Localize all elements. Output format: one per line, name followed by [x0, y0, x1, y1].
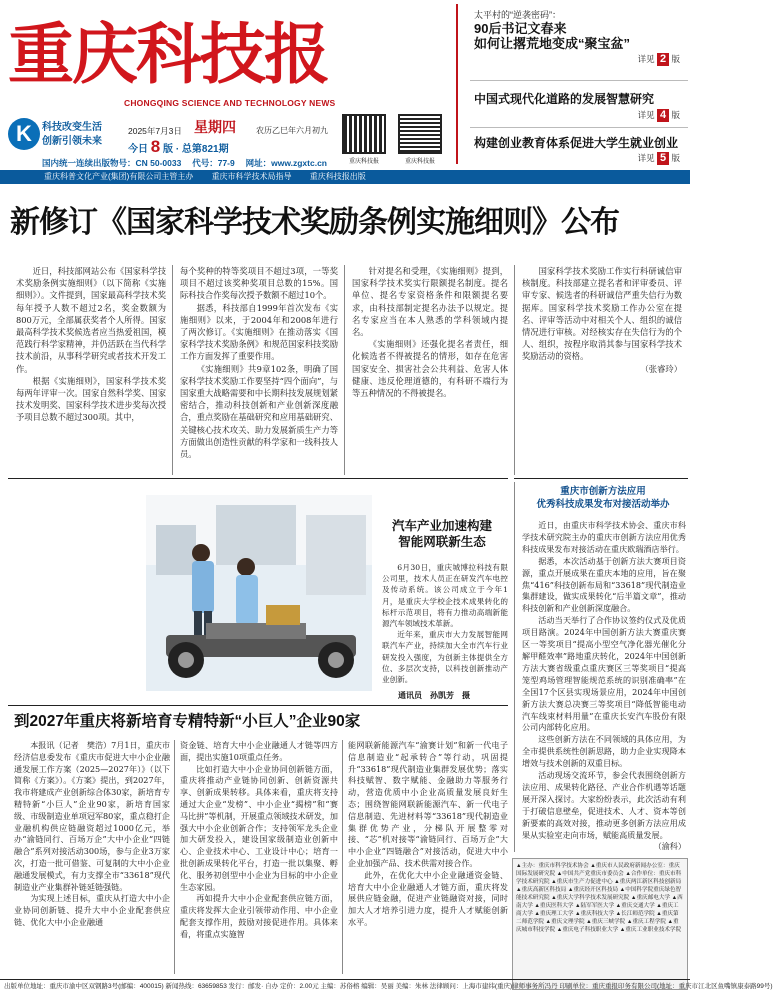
qr-code-icon: [398, 114, 442, 154]
side-author: （渝科）: [653, 841, 686, 852]
side-p4: 这些创新方法在不同领域的具体应用，为全市提供系统性创新思路，助力企业实现降本增效与技术创新的双重目标。: [522, 734, 686, 769]
second-column-2: [180, 740, 338, 976]
photo-credit: 通讯员 孙凯芳 摄: [398, 691, 470, 700]
column-rule: [342, 740, 343, 974]
second-c2-p2: 比如打造大中小企业协同创新链方面，重庆将推动产业链协同创新、创新资源共享、创新成果转移。具体来看，重庆将支持通过大企业“发榜”、中小企业“揭榜”和“赛马比拼”等机制，开展重点领域技术研发，加强大中小企业创新合作；支持领军龙头企业加大研发投入，建设国家级制造业创新中心、企业技术中心、工业设计中心；培育一批创新成果转化平台，打造一批以集聚、孵化、服务初创型中小企业为目标的中小企业生态家园。: [180, 763, 338, 892]
second-column-3: [348, 740, 508, 976]
website-link[interactable]: 网址：www.zgxtc.cn: [245, 158, 327, 168]
lead-col1-p1: 近日，科技部网站公布《国家科学技术奖励条例实施细则》（以下简称《实施细则》）。文件提到，国家最高科学技术奖每年授予人数不超过2名，奖金数额为800万元，全部属获奖者个人所得。国家最高科学技术奖候选者应当热爱祖国，模范践行科学家精神，并仍活跃在当代科学技术前沿，从事科学研究或者技术开发工作。: [16, 266, 166, 374]
teaser-2-page: 4: [657, 109, 669, 122]
teaser-2[interactable]: [474, 92, 688, 122]
qr2-label: 重庆科技报: [404, 159, 435, 165]
divider: [470, 127, 688, 128]
side-p1: 近日，由重庆市科学技术协会、重庆市科学技术研究院主办的重庆市创新方法应用优秀科技成果发布对接活动在重庆欧瑞酒店举行。: [522, 520, 686, 554]
photo-title-line2: 智能网联新生态: [398, 535, 486, 549]
slogan-line2: 创新引领未来: [42, 136, 102, 147]
lead-col2-p2: 据悉，科技部自1999年首次发布《实施细则》以来，于2004年和2008年进行了两次修订。《实施细则》在推动落实《国家科学技术奖励条例》和规范国家科技奖励工作方面发挥了重要作用。: [180, 302, 338, 362]
teaser-1-unit: 版: [671, 54, 680, 64]
column-rule: [174, 740, 175, 974]
section-rule: [514, 478, 688, 479]
second-headline[interactable]: 到2027年重庆将新培育专精特新“小巨人”企业90家: [14, 713, 361, 730]
photo-story-title[interactable]: [382, 518, 502, 550]
postal-code: 代号：77-9: [192, 158, 235, 168]
lead-col2-p1: 每个奖种的特等奖项目不超过3项，一等奖项目不超过该奖种奖项目总数的15%。国际科技合作奖每次授予数额不超过10个。: [180, 266, 338, 301]
lead-col1-p2: 根据《实施细则》，国家科学技术奖每两年评审一次。国家自然科学奖、国家技术发明奖、国家科学技术进步奖每次授予项目总数不超过300项。其中，: [16, 375, 166, 423]
lead-col3-p1: 针对提名和受理，《实施细则》提到，国家科学技术奖实行限额提名制度。提名单位、提名专家资格条件和限额提名要求，由科技部制定提名办法予以规定。提名专家应当在本人熟悉的学科领域内提名。: [352, 266, 508, 338]
car-chassis-photo: [146, 495, 372, 691]
teaser-1-line2: 如何让撂荒地变成“聚宝盆”: [474, 36, 631, 51]
section-rule: [8, 705, 508, 706]
teaser-3-see: 详见: [637, 153, 655, 163]
column-rule: [514, 482, 515, 852]
teaser-1-line1: 90后书记文春来: [474, 21, 567, 36]
lead-headline[interactable]: 新修订《国家科学技术奖励条例实施细则》公布: [10, 206, 619, 239]
lead-col2-p3: 《实施细则》共9章102条，明确了国家科学技术奖励工作要坚持“四个面向”，与国家重大战略需要和中长期科技发展规划紧密结合，推动科技创新和产业创新深度融合，重点奖励在基础研究和应用基础研究、关键核心技术攻关、助力发展新质生产力等方面做出创造性贡献的科学家和一线科技人员。: [180, 363, 338, 460]
lead-author: （张睿玲）: [640, 363, 682, 374]
teaser-divider: [456, 4, 458, 164]
issue-info: [128, 137, 229, 157]
teaser-3-unit: 版: [671, 153, 680, 163]
sponsor-3: 重庆科技报出版: [309, 172, 366, 181]
second-c1-p2: 为实现上述目标，重庆从打造大中小企业协同创新链、提升大中小企业配套供应链、优化大中小企业融通: [14, 893, 170, 927]
column-rule: [172, 265, 173, 475]
divider: [470, 80, 688, 81]
page-count: 8: [150, 137, 161, 156]
teaser-2-see: 详见: [637, 110, 655, 120]
second-c3-p2: 此外，在优化大中小企业融通资金链、培育大中小企业融通人才链方面，重庆将发展供应链金融，促进产业链融资对接，同时加大人才培养引进力度，提升人才赋能创新水平。: [348, 869, 508, 927]
publication-numbers: [42, 157, 327, 169]
slogan-line1: 科技改变生活: [42, 122, 102, 133]
photo-caption-p1: 6月30日，重庆城博拉科技有限公司里，技术人员正在研发汽车电控及传动系统。该公司成立于今年1月，是重庆大学校企技术成果转化的标杆示范项目，将有力推动高端新能源汽车领域技术革新。: [382, 563, 508, 629]
today-label: 今日: [128, 144, 148, 155]
k-logo-icon: K: [8, 118, 40, 150]
teaser-1-page: 2: [657, 53, 669, 66]
lead-column-3: [352, 265, 508, 477]
teaser-1-see: 详见: [637, 54, 655, 64]
sponsor-list-box: [512, 858, 688, 990]
section-rule: [8, 478, 508, 479]
photo-caption: [382, 562, 508, 692]
column-rule: [514, 265, 515, 475]
qr1-label: 重庆科技报: [348, 159, 379, 165]
photo-caption-p2: 近年来，重庆市大力发展智能网联汽车产业，持续加大全市汽车行业研发投入强度，为创新主体提供全方位、多层次支持，以科技创新推动产业创新。: [382, 630, 508, 685]
side-story-title[interactable]: [520, 485, 686, 511]
page-unit: 版: [163, 144, 174, 155]
sponsor-bar: [0, 170, 690, 184]
side-p3: 活动当天举行了合作协议签约仪式及优质项目路演。2024年中国创新方法大赛重庆赛区一等奖项目“提高小型空气净化器光催化分解甲醛效率”路地重庆转化，2024年中国创新方法大赛省级重点重庆赛区三等奖项目“提高笼型鸡场管理智能规范系统的识别准确率”在全国17个区县实现场景应用，2024年中国创新方法大赛总决赛三等奖项目“降低智能电动汽车线束材料用量”在重庆长安汽车股份有限公司内部转化应用。: [522, 615, 686, 733]
lunar-date: 农历乙巳年六月初九: [256, 126, 328, 135]
masthead-english: CHONGQING SCIENCE AND TECHNOLOGY NEWS: [124, 98, 336, 108]
teaser-1-kicker: 太平村的“逆袭密码”：: [474, 10, 561, 20]
sponsor-list-text: ▲主办：重庆市科学技术协会 ▲重庆市人民政府新闻办公室：重庆国际发展研究院 ▲中国共产党重庆市委员会 ▲合作单位：重庆市科学技术研究院 ▲重庆市生产力促进中心 ▲重庆两江新区科技创新局 ▲重庆高新区科技局 ▲重庆经开区科技局 ▲中国科学院重庆绿色智能技术研究院 ▲重庆大学科学技术发展研究院 ▲重庆邮电大学 ▲西南大学 ▲重庆医科大学 ▲陆军军医大学 ▲重庆交通大学 ▲重庆工商大学 ▲重庆理工大学 ▲重庆科技大学 ▲长江师范学院 ▲重庆第二师范学院 ▲重庆文理学院 ▲重庆三峡学院 ▲重庆工程学院 ▲重庆城市科技学院 ▲重庆电子科技职业大学 ▲重庆工业职业技术学院: [516, 863, 683, 933]
issue-number: · 总第821期: [175, 144, 229, 155]
column-rule: [344, 265, 345, 475]
teaser-2-unit: 版: [671, 110, 680, 120]
teaser-3-page: 5: [657, 152, 669, 165]
second-c1-p1: 本报讯（记者 樊浩）7月1日，重庆市经济信息委发布《重庆市促进大中小企业融通发展工作方案（2025—2027年）》（以下简称《方案》）。《方案》提出，到2027年，我市将建成产业创新综合体30家，新培育专精特新“小巨人”企业90家，新培育国家级、市级制造业单项冠军80家，重点稳打企业融机构供应链融资超过1000亿元，举办“渝链同行、百场万企”大中小企业“四链融合”系列对接活动300场，参与企业3万家次，打造一批可借鉴、可复制的大中小企业融通发展模式，有力支撑全市“33618”现代制造业产业集群补链延链强链。: [14, 740, 170, 892]
lead-column-4: [522, 265, 682, 477]
issue-date: 2025年7月3日: [128, 126, 182, 136]
masthead-title: 重庆科技报: [8, 15, 328, 93]
sponsor-1: 重庆科普文化产业(集团)有限公司主管主办: [44, 172, 194, 181]
footer-rule: [0, 979, 690, 980]
lead-col3-p2: 《实施细则》还强化提名者责任，细化候选者不得被提名的情形，如存在危害国家安全、损害社会公共利益、危害人体健康、违反伦理道德的，有科研不端行为等五种情况的不得被提名。: [352, 339, 508, 399]
second-c2-p1: 资金链、培育大中小企业融通人才链等四方面，提出实施10项重点任务。: [180, 740, 338, 762]
teaser-1[interactable]: [474, 8, 688, 66]
second-c2-p3: 再如提升大中小企业配套供应链方面，重庆将发挥大企业引领带动作用、中小企业配套支撑作用，鼓励对接促进作用。具体来看，将重点实施智: [180, 893, 338, 939]
qr-code-icon: [342, 114, 386, 154]
lead-column-1: [16, 265, 166, 477]
sponsor-2: 重庆市科学技术局指导: [211, 172, 292, 181]
side-p5: 活动现场交流环节，参会代表围绕创新方法应用、成果转化路径、产业合作机遇等话题展开深入探讨。大家纷纷表示，此次活动有利于打破信息壁垒，促进技术、人才、资本等创新要素的高效对接，推动更多创新方法应用成果从实验室走向市场，赋能高质量发展。: [522, 770, 686, 840]
side-story-body: [522, 520, 686, 854]
side-title-line2: 优秀科技成果发布对接活动举办: [536, 499, 670, 510]
second-column-1: [14, 740, 170, 976]
side-p2: 据悉，本次活动基于创新方法大赛项目资源，重点开展成果在重庆本地的应用，旨在聚焦“416”科技创新布局和“33618”现代制造业集群建设，做实成果转化“后半篇文章”，推动科技创新和产业创新深度融合。: [522, 555, 686, 614]
footer: 出版单位地址：重庆市渝中区双钢路3号(邮编：400015) 新闻热线：63659853 发行：邮发· 自办 定价：2.00元 主编：苏俗榕 编辑：吴丽 美编：朱林 法律顾问：上海市建纬(重庆)律师事务所冯丹 印刷单位：重庆重报印务有限公司(地址：重庆市江北区鱼嘴镇康泰路99号): [4, 983, 773, 990]
teaser-3[interactable]: [474, 136, 688, 165]
teaser-2-title: 中国式现代化道路的发展智慧研究: [474, 92, 655, 106]
side-title-line1: 重庆市创新方法应用: [560, 486, 646, 497]
photo-title-line1: 汽车产业加速构建: [391, 519, 492, 533]
second-c3-p1: 能网联新能源汽车“渝赛计划”和新一代电子信息制造业“起承转合”等行动，巩固提升“33618”现代制造业集群发展优势；落实科技赋智、数字赋能、金融助力等服务行动，营造优质中小企业高质量发展良好生态；围绕智能网联新能源汽车、新一代电子信息制造、先进材料等“33618”现代制造业集群优势产业，分梯队开展整零对接、“芯”机对接等“渝链同行、百场万企”大中小企业“四链融合”对接活动，促进大中小企业加强产品、技术供需对接合作。: [348, 740, 508, 868]
cn-number: 国内统一连续出版物号：CN 50-0033: [42, 158, 182, 168]
issue-weekday: 星期四: [194, 119, 236, 135]
teaser-3-title: 构建创业教育体系促进大学生就业创业: [474, 136, 679, 150]
lead-col4-p1: 国家科学技术奖励工作实行科研诚信审核制度。科技部建立提名者和评审委员、评审专家、候选者的科研诚信严重失信行为数据库。国家科学技术奖励工作办公室在提名、评审等活动中对相关个人、组织的诚信情况进行审核。对经核实存在失信行为的个人、组织，按程序取消其参与国家科学技术奖励活动的资格。: [522, 266, 682, 362]
news-photo: [146, 495, 372, 691]
slogan: [42, 121, 102, 149]
lead-column-2: [180, 265, 338, 477]
